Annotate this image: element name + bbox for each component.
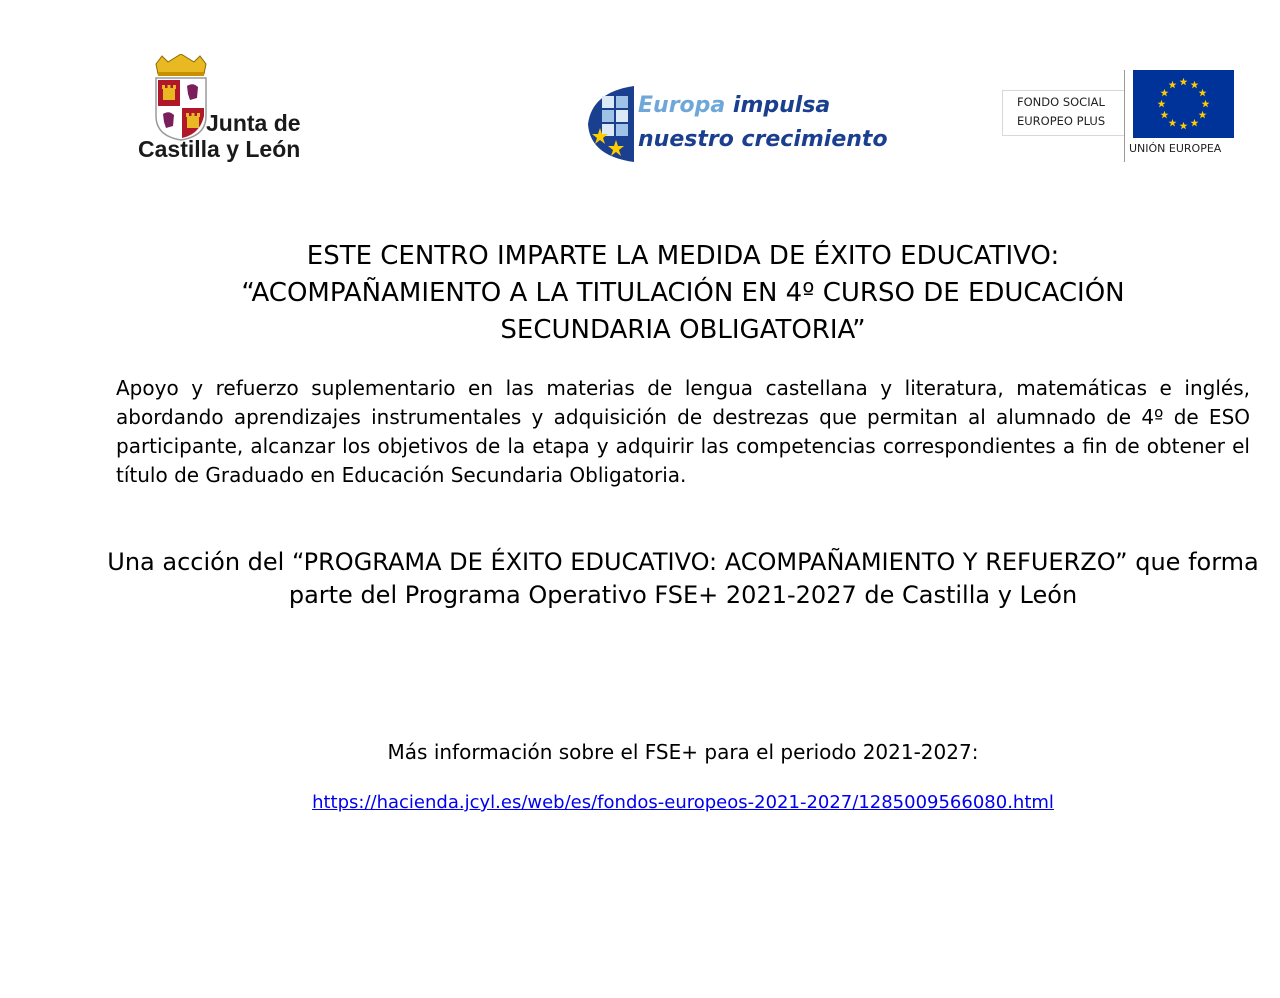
impulsa-word: impulsa	[732, 93, 831, 118]
fse-label-box	[1002, 90, 1125, 136]
jcyl-logo	[138, 54, 318, 164]
europa-word: Europa	[638, 93, 726, 118]
fse-eu-logo	[1002, 70, 1234, 162]
fse-label-line2: EUROPEO PLUS	[1017, 114, 1106, 128]
eu-flag-icon	[1133, 70, 1234, 138]
title-line-3: SECUNDARIA OBLIGATORIA”	[500, 315, 866, 345]
info-link-container	[100, 789, 1266, 817]
program-statement: Una acción del “PROGRAMA DE ÉXITO EDUCATIVO: ACOMPAÑAMIENTO Y REFUERZO” que forma parte del Programa Operativo FSE+ 2021-2027 de Castilla y León	[107, 548, 1259, 609]
more-info-text: Más información sobre el FSE+ para el periodo 2021-2027:	[387, 740, 979, 764]
eu-label: UNIÓN EUROPEA	[1129, 142, 1222, 155]
europa-impulsa-logo	[586, 82, 888, 164]
jcyl-name-line2: Castilla y León	[138, 136, 301, 162]
measure-description: Apoyo y refuerzo suplementario en las materias de lengua castellana y literatura, matemáticas e inglés, abordando aprendizajes instrumentales y adquisición de destrezas que permitan al alumnado de 4º de ESO participante, alcanzar los objetivos de la etapa y adquirir las competencias correspondientes a fin de obtener el título de Graduado en Educación Secundaria Obligatoria.	[116, 376, 1250, 487]
castilla-leon-coat-of-arms-icon	[150, 54, 212, 144]
europa-emblem-icon	[586, 82, 638, 164]
page-title	[100, 238, 1266, 349]
title-line-2: “ACOMPAÑAMIENTO A LA TITULACIÓN EN 4º CURSO DE EDUCACIÓN	[241, 278, 1125, 308]
eu-logo-divider	[1124, 70, 1125, 162]
title-line-1: ESTE CENTRO IMPARTE LA MEDIDA DE ÉXITO EDUCATIVO:	[306, 241, 1060, 271]
fse-label-line1: FONDO SOCIAL	[1017, 95, 1105, 109]
fse-info-link[interactable]: https://hacienda.jcyl.es/web/es/fondos-europeos-2021-2027/1285009566080.html	[312, 792, 1054, 813]
europa-tagline-line1	[638, 92, 830, 120]
jcyl-name-line1: Junta de	[206, 110, 301, 136]
europa-tagline-line2: nuestro crecimiento	[638, 127, 888, 152]
